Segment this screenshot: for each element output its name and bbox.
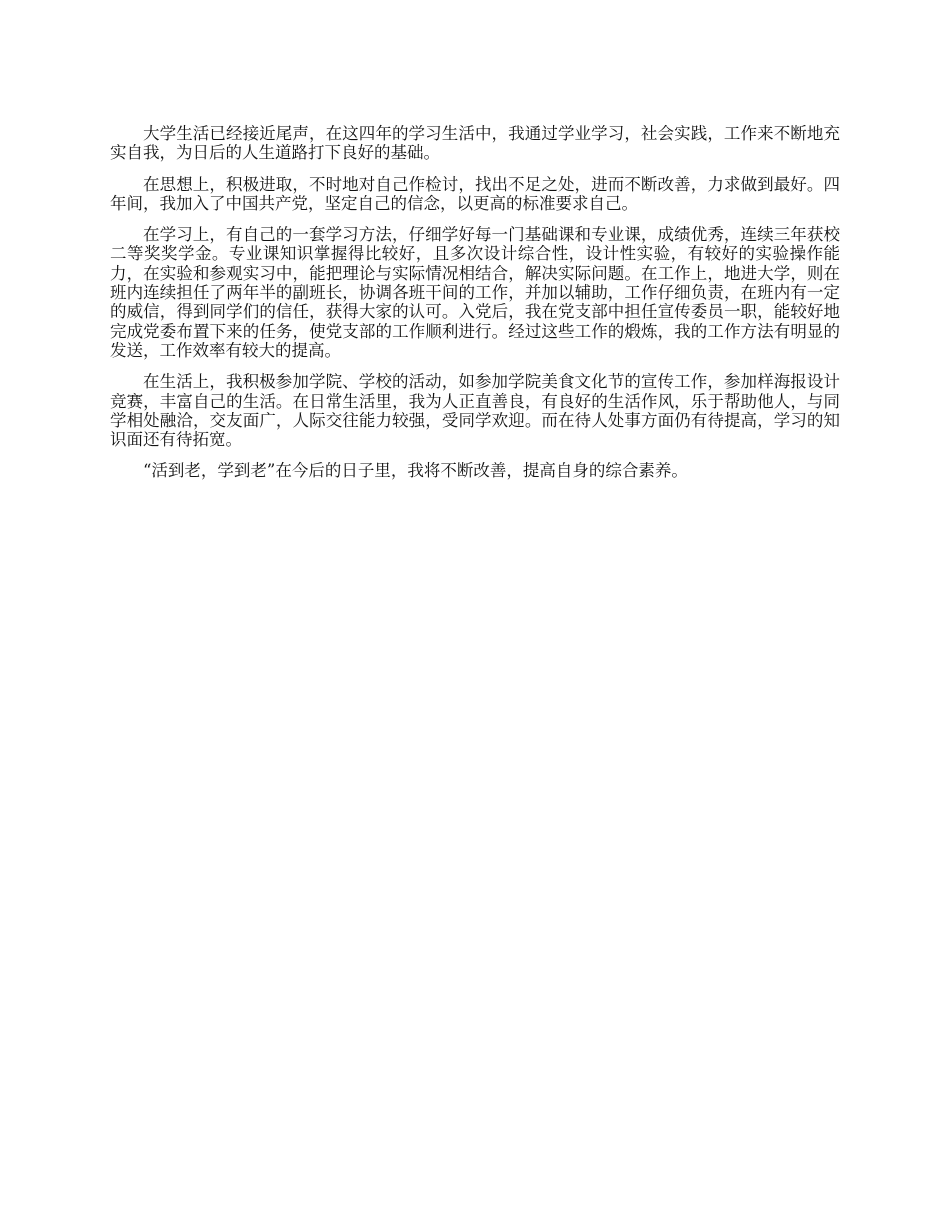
paragraph-conclusion: “活到老，学到老”在今后的日子里，我将不断改善，提高自身的综合素养。 xyxy=(143,461,688,481)
document-body xyxy=(110,124,840,481)
paragraph-study-work: 在学习上，有自己的一套学习方法，仔细学好每一门基础课和专业课，成绩优秀，连续三年获校二等奖奖学金。专业课知识掌握得比较好，且多次设计综合性，设计性实验，有较好的实验操作能力，在实验和参观实习中，能把理论与实际情况相结合，解决实际问题。在工作上，地进大学，则在班内连续担任了两年半的副班长，协调各班干间的工作，并加以辅助，工作仔细负责，在班内有一定的威信，得到同学们的信任，获得大家的认可。入党后，我在党支部中担任宣传委员一职，能较好地完成党委布置下来的任务，使党支部的工作顺利进行。经过这些工作的煅炼，我的工作方法有明显的发送，工作效率有较大的提高。 xyxy=(110,225,840,360)
paragraph-life: 在生活上，我积极参加学院、学校的活动，如参加学院美食文化节的宣传工作，参加样海报设计竞赛，丰富自己的生活。在日常生活里，我为人正直善良，有良好的生活作风，乐于帮助他人，与同学相处融洽，交友面广，人际交往能力较强，受同学欢迎。而在待人处事方面仍有待提高，学习的知识面还有待拓宽。 xyxy=(110,372,840,450)
paragraph-thought: 在思想上，积极进取，不时地对自己作检讨，找出不足之处，进而不断改善，力求做到最好。四年间，我加入了中国共产党，坚定自己的信念，以更高的标准要求自己。 xyxy=(110,174,840,213)
paragraph-intro: 大学生活已经接近尾声，在这四年的学习生活中，我通过学业学习，社会实践，工作来不断地充实自我，为日后的人生道路打下良好的基础。 xyxy=(110,124,840,163)
